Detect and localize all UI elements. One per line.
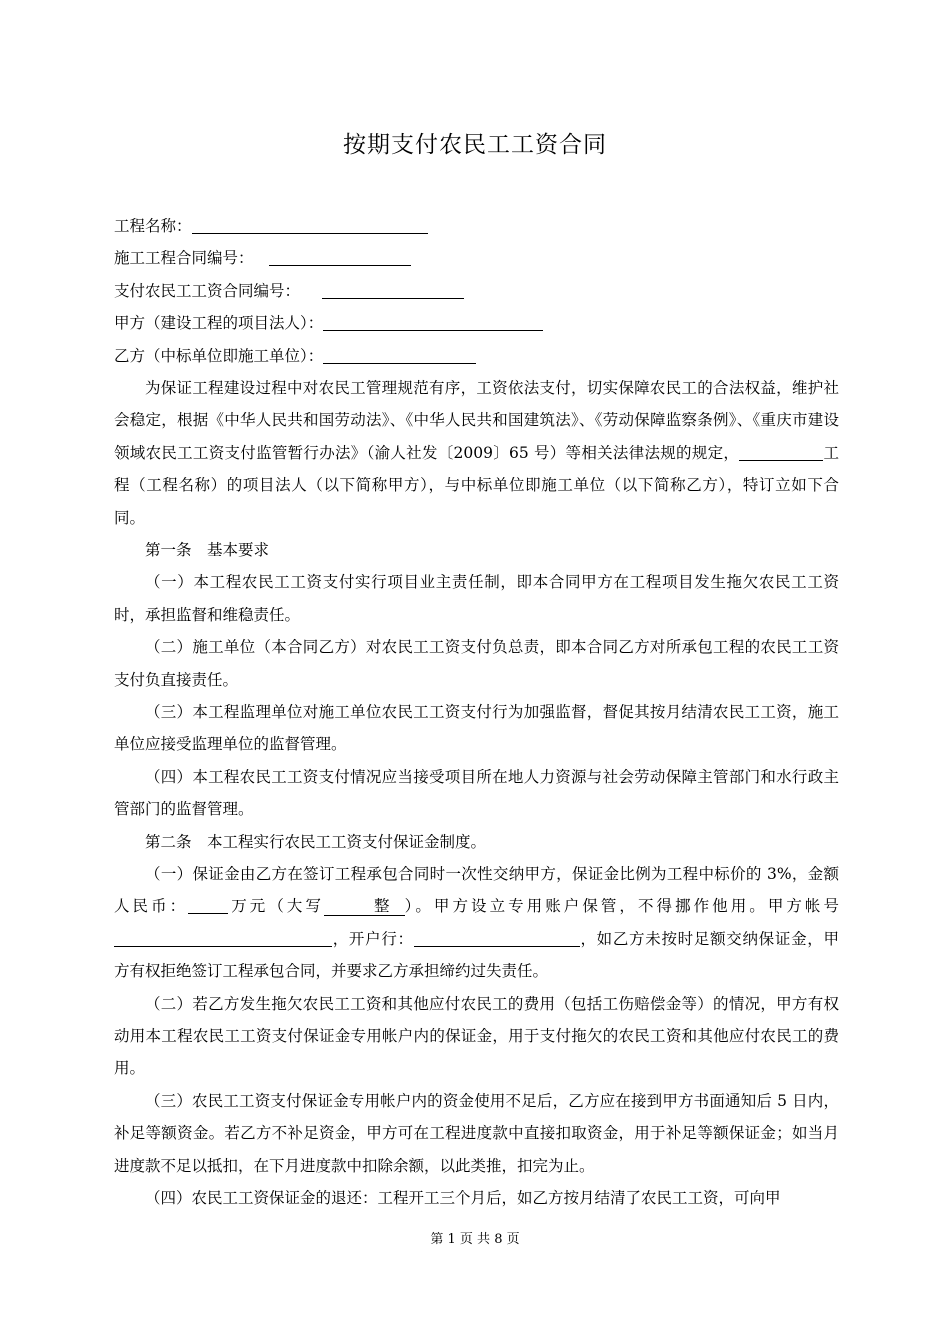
article-2-item-1: [114, 858, 839, 988]
article-1-item: （一）本工程农民工工资支付实行项目业主责任制，即本合同甲方在工程项目发生拖欠农民工工资时，承担监督和维稳责任。: [114, 573, 839, 624]
item-text: ，如乙方未按时足额交纳保证金，甲方有权拒绝签订工程承包合同，并要求乙方承担缔约过失责任。: [114, 929, 839, 981]
intro-paragraph: [114, 372, 839, 534]
intro-text-1: 为保证工程建设过程中对农民工管理规范有序，工资依法支付，切实保障农民工的合法权益，维护社会稳定，根据《中华人民共和国劳动法》、《中华人民共和国建筑法》、《劳动保障监察条例》、《重庆市建设领域农民工工资支付监管暂行办法》（渝人社发〔2009〕65 号）等相关法律法规的规定，: [114, 378, 839, 462]
field-wage-contract-no: [114, 275, 839, 307]
field-label: 支付农民工工资合同编号：: [114, 281, 301, 300]
blank-line: [414, 928, 580, 947]
field-construction-contract-no: [114, 242, 839, 274]
item-text: （一）保证金由乙方在签订工程承包合同时一次性交纳甲方，保证金比例为工程中标价的 3%，金额人民币：: [114, 865, 839, 916]
blank-line: [114, 928, 332, 947]
blank-line: [269, 247, 411, 266]
field-label: 乙方（中标单位即施工单位）：: [114, 346, 324, 365]
field-label: 施工工程合同编号：: [114, 249, 254, 268]
article-2-item: （三）农民工工资支付保证金专用帐户内的资金使用不足后，乙方应在接到甲方书面通知后 5 日内，补足等额资金。若乙方不补足资金，甲方可在工程进度款中直接扣取资金，用于补足等额保证金；如当月进度款不足以抵扣，在下月进度款中扣除余额，以此类推，扣完为止。: [114, 1091, 839, 1175]
field-party-a: [114, 307, 839, 339]
item-text: 万元（大写: [228, 897, 325, 916]
field-label: 甲方（建设工程的项目法人）：: [114, 314, 324, 333]
blank-line: [323, 312, 543, 331]
document-body: [114, 210, 839, 1215]
page-number: 第 1 页 共 8 页: [430, 1232, 520, 1247]
amount-in-words-blank: 整: [324, 897, 405, 916]
field-label: 工程名称：: [114, 217, 192, 235]
blank-line: [322, 280, 464, 299]
blank-line: [323, 345, 476, 364]
blank-line: [188, 895, 228, 914]
item-text: ，开户行：: [332, 929, 414, 948]
article-2-item: （二）若乙方发生拖欠农民工工资和其他应付农民工的费用（包括工伤赔偿金等）的情况，甲方有权动用本工程农民工工资支付保证金专用帐户内的保证金，用于支付拖欠的农民工资和其他应付农民工的费用。: [114, 994, 839, 1078]
blank-line: [739, 442, 823, 461]
article-1-item: （三）本工程监理单位对施工单位农民工工资支付行为加强监督，督促其按月结清农民工工资，施工单位应接受监理单位的监督管理。: [114, 703, 839, 754]
item-text: ）。甲方设立专用账户保管，不得挪作他用。甲方帐号: [404, 897, 839, 916]
article-1-item: （四）本工程农民工工资支付情况应当接受项目所在地人力资源与社会劳动保障主管部门和水行政主管部门的监督管理。: [114, 767, 839, 819]
article-1-heading: 第一条 基本要求: [145, 540, 270, 559]
article-1-item: （二）施工单位（本合同乙方）对农民工工资支付负总责，即本合同乙方对所承包工程的农民工工资支付负直接责任。: [114, 638, 839, 689]
field-project-name: [114, 210, 839, 242]
document-title: 按期支付农民工工资合同: [343, 132, 607, 158]
article-2-heading: 第二条 本工程实行农民工工资支付保证金制度。: [145, 832, 487, 851]
article-2-item: （四）农民工工资保证金的退还：工程开工三个月后，如乙方按月结清了农民工工资，可向甲: [145, 1189, 781, 1208]
blank-line: [192, 215, 428, 234]
field-party-b: [114, 340, 839, 372]
intro-text-2: 工程（工程名称）的项目法人（以下简称甲方），与中标单位即施工单位（以下简称乙方），特订立如下合同。: [114, 443, 839, 527]
